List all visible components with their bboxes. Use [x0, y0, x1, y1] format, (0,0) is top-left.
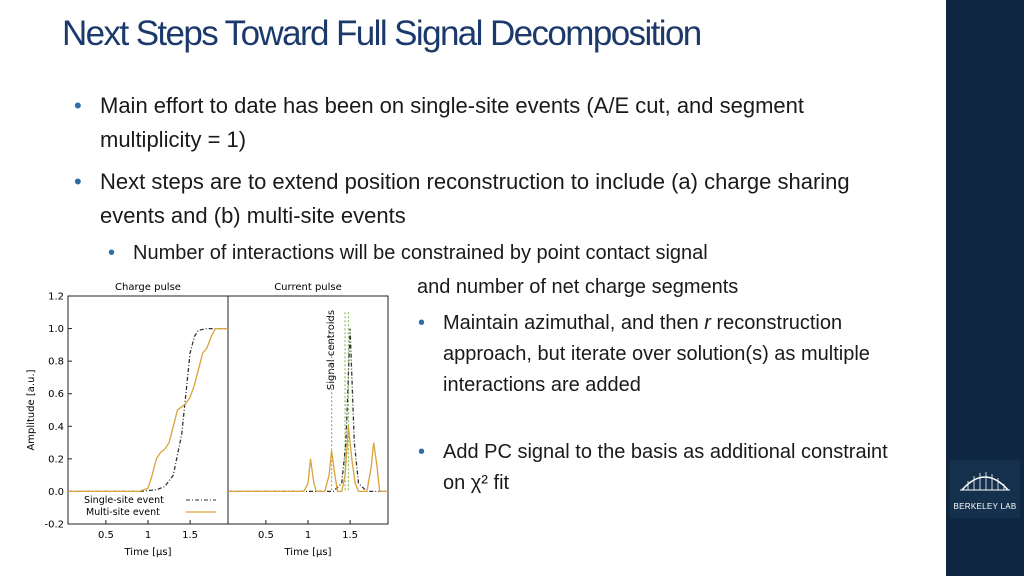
current-panel-frame: [228, 296, 388, 524]
current-x-label: Time [µs]: [284, 547, 332, 558]
sub-sub-bullet-2-text: Add PC signal to the basis as additional constraint on χ² fit: [443, 441, 888, 494]
charge-panel-title: Charge pulse: [115, 282, 181, 293]
bullet-dot: •: [418, 441, 426, 463]
x-tick-label: 1: [304, 530, 312, 541]
text-part: reconstruction approach, but iterate over solution(s) as multiple interactions are added: [443, 312, 870, 396]
bullet-1-text: Main effort to date has been on single-site events (A/E cut, and segment multiplicity = 1): [100, 93, 805, 152]
y-tick-label: 0.2: [48, 454, 64, 466]
sub-bullet-continuation: and number of net charge segments: [417, 276, 739, 298]
y-tick-label: 0.6: [48, 389, 64, 401]
sub-sub-bullet-1-text: [443, 308, 903, 401]
signal-centroids-label: Signal centroids: [326, 309, 337, 391]
y-axis-label: Amplitude [a.u.]: [26, 369, 37, 451]
charge-x-label: Time [µs]: [124, 547, 172, 558]
italic-r: r: [704, 312, 711, 334]
bullet-dot: •: [74, 169, 82, 194]
text-part: Maintain azimuthal, and then: [443, 312, 705, 334]
bullet-dot: •: [74, 93, 82, 118]
charge-panel-frame: [68, 296, 228, 524]
x-tick-label: 0.5: [257, 530, 274, 541]
bullet-dot: •: [418, 312, 426, 334]
bullet-2-text: Next steps are to extend position reconstruction to include (a) charge sharing events and (b) multi-site events: [100, 169, 850, 228]
x-tick-label: 1.5: [182, 530, 199, 541]
x-tick-label: 1: [144, 530, 152, 541]
y-tick-label: 1.0: [48, 324, 64, 336]
bullet-dot: •: [108, 242, 116, 264]
y-tick-label: 0.0: [48, 486, 64, 498]
pulse-figure: [20, 270, 395, 565]
current-panel-title: Current pulse: [274, 282, 342, 293]
berkeley-lab-logo: [950, 460, 1020, 518]
x-tick-label: 0.5: [97, 530, 114, 541]
y-tick-label: 0.4: [48, 421, 64, 433]
legend-multi-site: Multi-site event: [86, 507, 160, 518]
slide-title: Next Steps Toward Full Signal Decomposition: [62, 14, 701, 53]
logo-text: BERKELEY LAB: [953, 502, 1017, 511]
x-tick-label: 1.5: [342, 530, 359, 541]
sub-bullet-text: Number of interactions will be constrained by point contact signal: [133, 242, 708, 264]
y-tick-label: -0.2: [44, 519, 64, 531]
y-tick-label: 0.8: [48, 356, 64, 368]
legend-single-site: Single-site event: [84, 495, 164, 506]
y-tick-label: 1.2: [48, 291, 64, 303]
